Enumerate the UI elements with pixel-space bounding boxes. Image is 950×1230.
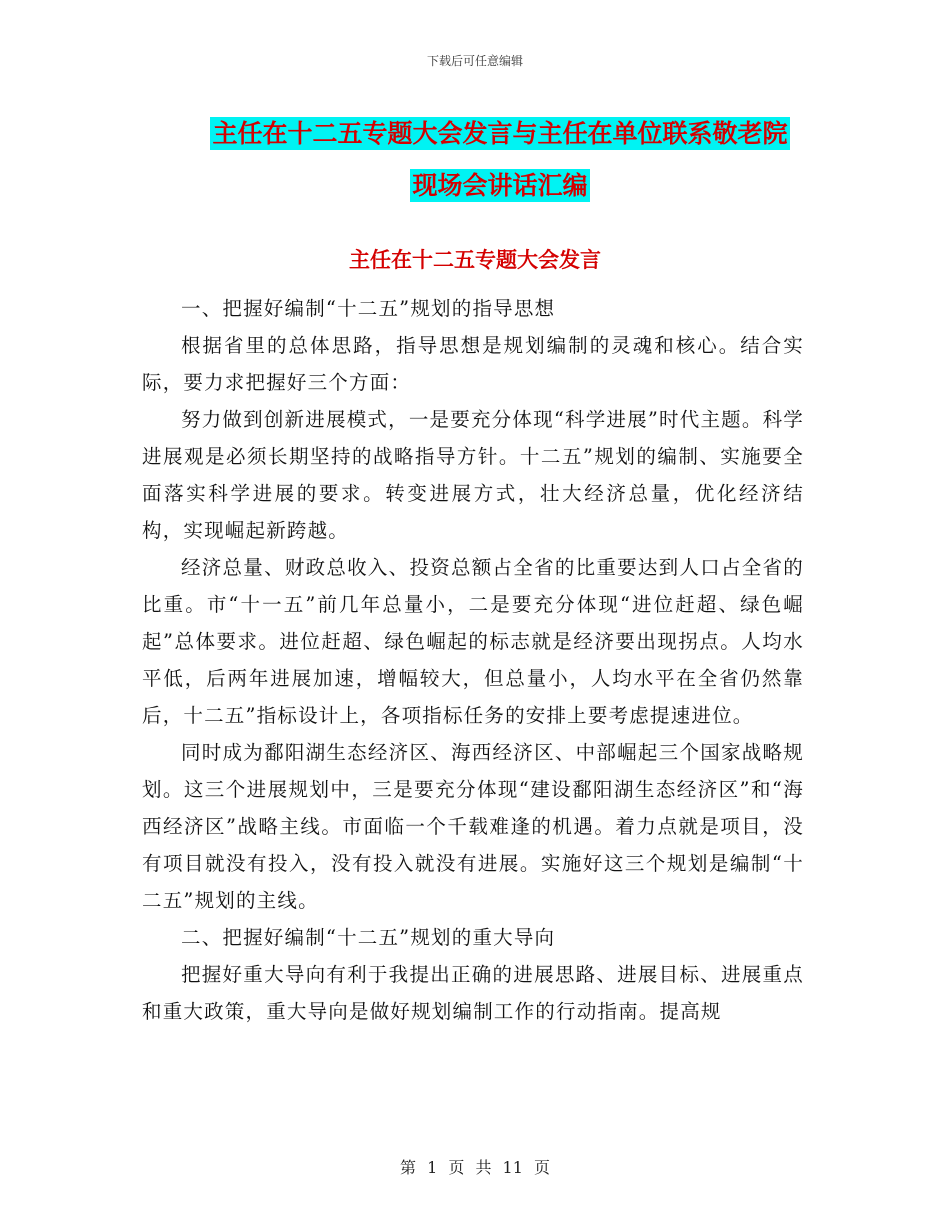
paragraph: 经济总量、财政总收入、投资总额占全省的比重要达到人口占全省的比重。市“十一五”前几年总量小，二是要充分体现“进位赶超、绿色崛起”总体要求。进位赶超、绿色崛起的标志就是经济要出现拐点。人均水平低，后两年进展加速，增幅较大，但总量小，人均水平在全省仍然靠后，十二五”指标设计上，各项指标任务的安排上要考虑提速进位。 — [142, 556, 804, 727]
page-footer: 第 1 页 共 11 页 — [400, 1158, 550, 1177]
document-title-line-2: 现场会讲话汇编 — [412, 171, 588, 200]
paragraph-heading-2: 二、把握好编制“十二五”规划的重大导向 — [181, 926, 556, 949]
document-title-line-1: 主任在十二五专题大会发言与主任在单位联系敬老院 — [212, 119, 788, 148]
paragraph: 把握好重大导向有利于我提出正确的进展思路、进展目标、进展重点和重大政策，重大导向是做好规划编制工作的行动指南。提高规 — [142, 963, 804, 1023]
section-title: 主任在十二五专题大会发言 — [349, 248, 601, 272]
header-note: 下载后可任意编辑 — [426, 54, 523, 68]
paragraph: 根据省里的总体思路，指导思想是规划编制的灵魂和核心。结合实际，要力求把握好三个方面： — [142, 334, 804, 394]
paragraph-heading-1: 一、把握好编制“十二五”规划的指导思想 — [181, 297, 556, 320]
paragraph: 同时成为鄱阳湖生态经济区、海西经济区、中部崛起三个国家战略规划。这三个进展规划中，三是要充分体现“建设鄱阳湖生态经济区”和“海西经济区”战略主线。市面临一个千载难逢的机遇。着力点就是项目，没有项目就没有投入，没有投入就没有进展。实施好这三个规划是编制“十二五”规划的主线。 — [142, 741, 804, 912]
paragraph: 努力做到创新进展模式，一是要充分体现“科学进展”时代主题。科学进展观是必须长期坚持的战略指导方针。十二五”规划的编制、实施要全面落实科学进展的要求。转变进展方式，壮大经济总量，优化经济结构，实现崛起新跨越。 — [142, 408, 804, 542]
document-title — [140, 108, 860, 212]
body-text — [142, 290, 804, 1030]
